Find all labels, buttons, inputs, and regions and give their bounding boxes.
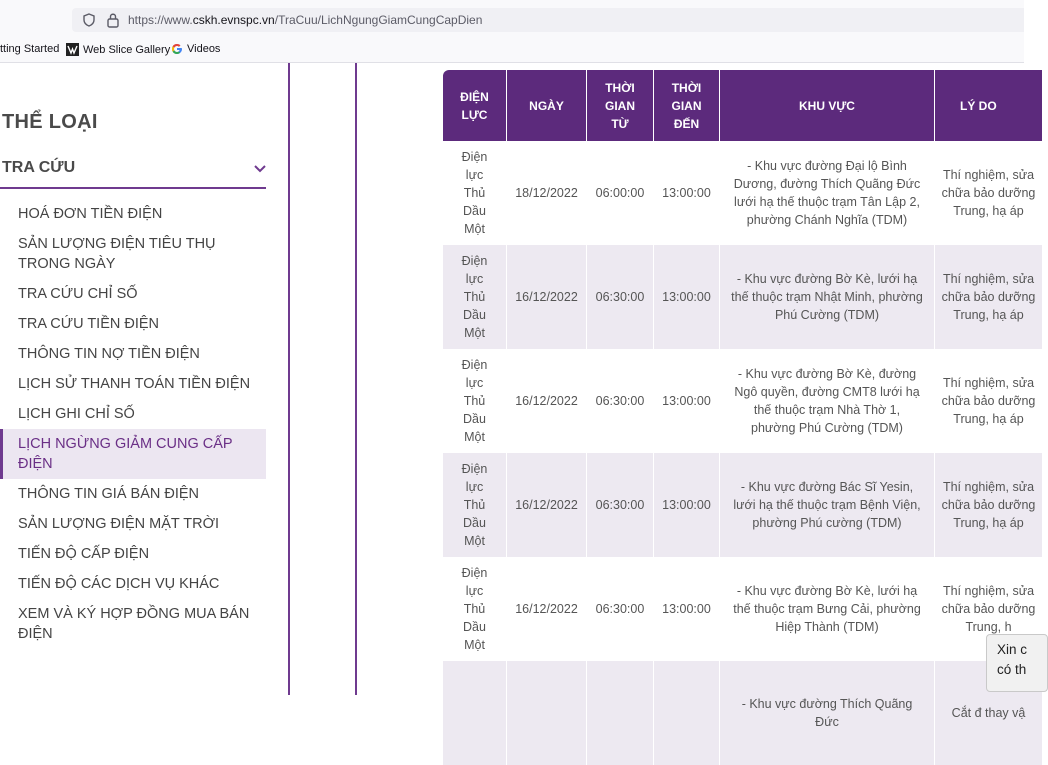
cell-thoi-gian-den: 13:00:00 [654,557,720,661]
cell-khu-vuc: - Khu vực đường Bác Sĩ Yesin, lưới hạ thế thuộc trạm Bệnh Viện, phường Phú cường (TDM) [720,453,935,557]
cell-thoi-gian-den: 13:00:00 [654,245,720,349]
cell-dien-luc: Điện lực Thủ Dầu Một [443,141,507,245]
tracking-shield-icon[interactable] [82,13,96,27]
sidebar [0,63,288,695]
google-icon [171,43,183,55]
cell-ngay: 16/12/2022 [507,453,587,557]
sidebar-item[interactable]: SẢN LƯỢNG ĐIỆN MẶT TRỜI [18,516,220,532]
bookmarks-bar [0,38,1024,63]
sidebar-item[interactable]: THÔNG TIN NỢ TIỀN ĐIỆN [18,346,200,362]
cell-ngay [507,661,587,765]
column-header-dien-luc: ĐIỆN LỰC [443,70,507,141]
cell-khu-vuc: - Khu vực đường Đại lộ Bình Dương, đường Thích Quãng Đức lưới hạ thế thuộc trạm Tân Lập 2, phường Chánh Nghĩa (TDM) [720,141,935,245]
cell-thoi-gian-tu: 06:30:00 [587,245,654,349]
bookmark-label: Videos [187,43,221,55]
cell-thoi-gian-den: 13:00:00 [654,141,720,245]
table-row [443,349,1043,453]
cell-thoi-gian-tu: 06:30:00 [587,557,654,661]
sidebar-item[interactable]: XEM VÀ KÝ HỢP ĐỒNG MUA BÁN ĐIỆN [18,606,250,642]
column-header-ly-do: LÝ DO [935,70,1043,141]
cell-khu-vuc: - Khu vực đường Bờ Kè, lưới hạ thế thuộc trạm Nhật Minh, phường Phú Cường (TDM) [720,245,935,349]
address-bar [0,0,1024,38]
url-text[interactable]: https://www.cskh.evnspc.vn/TraCuu/LichNgungGiamCungCapDien [128,13,483,27]
sidebar-item[interactable]: LỊCH NGỪNG GIẢM CUNG CẤP ĐIỆN [0,429,266,479]
cell-thoi-gian-tu: 06:30:00 [587,453,654,557]
cell-dien-luc: Điện lực Thủ Dầu Một [443,557,507,661]
sidebar-item[interactable]: TIẾN ĐỘ CÁC DỊCH VỤ KHÁC [18,576,220,592]
table-row [443,453,1043,557]
cell-khu-vuc: - Khu vực đường Bờ Kè, lưới hạ thế thuộc trạm Bưng Cải, phường Hiệp Thành (TDM) [720,557,935,661]
section-label: TRA CỨU [2,159,76,176]
cell-thoi-gian-den [654,661,720,765]
cell-dien-luc: Điện lực Thủ Dầu Một [443,245,507,349]
cell-ly-do: Thí nghiệm, sửa chữa bảo dưỡng Trung, hạ áp [935,141,1043,245]
divider [288,63,290,695]
column-header-khu-vuc: KHU VỰC [720,70,935,141]
sidebar-item[interactable]: SẢN LƯỢNG ĐIỆN TIÊU THỤ TRONG NGÀY [18,236,216,272]
cell-thoi-gian-tu: 06:00:00 [587,141,654,245]
sidebar-item[interactable]: TRA CỨU CHỈ SỐ [18,286,138,302]
lock-icon[interactable] [106,12,120,28]
sidebar-item[interactable]: LỊCH GHI CHỈ SỐ [18,406,135,422]
bookmark-label: Web Slice Gallery [83,43,171,56]
cell-ly-do: Thí nghiệm, sửa chữa bảo dưỡng Trung, hạ áp [935,453,1043,557]
cell-ngay: 18/12/2022 [507,141,587,245]
cell-ngay: 16/12/2022 [507,245,587,349]
cell-khu-vuc: - Khu vực đường Bờ Kè, đường Ngô quyền, đường CMT8 lưới hạ thế thuộc trạm Nhà Thờ 1, phường Phú Cường (TDM) [720,349,935,453]
cell-ly-do: Thí nghiệm, sửa chữa bảo dưỡng Trung, hạ áp [935,349,1043,453]
chat-line: Xin c [997,642,1028,657]
sidebar-item[interactable]: LỊCH SỬ THANH TOÁN TIỀN ĐIỆN [18,376,251,392]
table-row [443,245,1043,349]
section-toggle-tra-cuu[interactable] [0,155,266,189]
bookmark-getting-started[interactable] [0,43,59,55]
sidebar-item[interactable]: TIẾN ĐỘ CẤP ĐIỆN [18,546,150,562]
sidebar-item[interactable]: HOÁ ĐƠN TIỀN ĐIỆN [18,206,163,222]
category-title: THỂ LOẠI [2,111,98,133]
outage-schedule-table-container [443,70,1036,729]
outage-schedule-table [443,70,1043,765]
cell-ngay: 16/12/2022 [507,349,587,453]
column-header-ngay: NGÀY [507,70,587,141]
cell-dien-luc: Điện lực Thủ Dầu Một [443,349,507,453]
cell-ly-do: Cắt đ thay vậ [935,661,1043,765]
page-content [0,63,1036,729]
divider [355,63,357,695]
sidebar-item[interactable]: TRA CỨU TIỀN ĐIỆN [18,316,160,332]
web-slice-icon [66,43,79,56]
cell-ngay: 16/12/2022 [507,557,587,661]
cell-thoi-gian-tu [587,661,654,765]
table-row [443,661,1043,765]
table-row [443,557,1043,661]
table-row [443,141,1043,245]
cell-ly-do: Thí nghiệm, sửa chữa bảo dưỡng Trung, hạ áp [935,245,1043,349]
table-header-row [443,70,1043,141]
bookmark-videos[interactable] [171,43,220,55]
cell-dien-luc [443,661,507,765]
cell-khu-vuc: - Khu vực đường Thích Quãng Đức [720,661,935,765]
cell-thoi-gian-tu: 06:30:00 [587,349,654,453]
column-header-thoi-gian-den: THỜI GIAN ĐẾN [654,70,720,141]
chat-line: có th [997,662,1027,677]
chat-popup[interactable] [986,634,1048,692]
cell-dien-luc: Điện lực Thủ Dầu Một [443,453,507,557]
column-header-thoi-gian-tu: THỜI GIAN TỪ [587,70,654,141]
cell-thoi-gian-den: 13:00:00 [654,453,720,557]
cell-ly-do: Thí nghiệm, sửa chữa bảo dưỡng Trung, h [935,557,1043,661]
sidebar-item[interactable]: THÔNG TIN GIÁ BÁN ĐIỆN [18,486,200,502]
chevron-down-icon [252,163,268,175]
bookmark-label: tting Started [0,43,60,55]
bookmark-web-slice-gallery[interactable] [66,43,170,56]
sidebar-menu [0,199,266,649]
cell-thoi-gian-den: 13:00:00 [654,349,720,453]
